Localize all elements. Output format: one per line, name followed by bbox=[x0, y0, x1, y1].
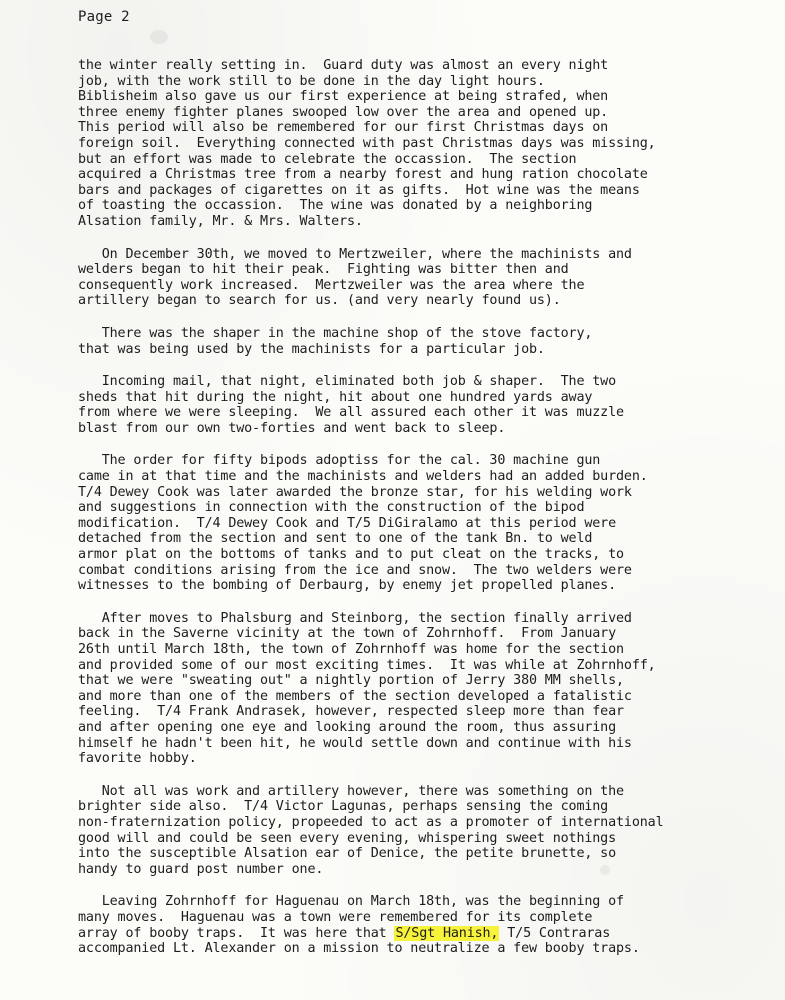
paragraph-mertzweiler bbox=[78, 247, 783, 309]
text-line: into the susceptible Alsation ear of Denice, the petite brunette, so bbox=[78, 846, 617, 862]
text-line: modification. T/4 Dewey Cook and T/5 DiGiralamo at this period were bbox=[78, 515, 617, 531]
paragraph-winter bbox=[78, 58, 783, 230]
paragraph-zohrnhoff bbox=[78, 611, 783, 767]
paragraph-haguenau bbox=[78, 894, 783, 956]
text-line: handy to guard post number one. bbox=[78, 861, 324, 877]
paragraph-brighter-side bbox=[78, 784, 783, 878]
text-line: job, with the work still to be done in the day light hours. bbox=[78, 73, 545, 89]
text-line: back in the Saverne vicinity at the town of Zohrnhoff. From January bbox=[78, 626, 617, 642]
text-segment: T/5 Contraras bbox=[499, 925, 611, 941]
text-line: and more than one of the members of the section developed a fatalistic bbox=[78, 688, 632, 704]
text-line: and provided some of our most exciting times. It was while at Zohrnhoff, bbox=[78, 657, 656, 673]
text-line: Not all was work and artillery however, there was something on the bbox=[78, 783, 624, 799]
text-line: After moves to Phalsburg and Steinborg, the section finally arrived bbox=[78, 610, 632, 626]
paper-stain bbox=[150, 30, 168, 44]
text-line: combat conditions arising from the ice and snow. The two welders were bbox=[78, 562, 632, 578]
text-line: three enemy fighter planes swooped low over the area and opened up. bbox=[78, 104, 609, 120]
text-line: welders began to hit their peak. Fighting was bitter then and bbox=[78, 262, 569, 278]
text-line: foreign soil. Everything connected with past Christmas days was missing, bbox=[78, 135, 656, 151]
page-number: Page 2 bbox=[78, 9, 130, 25]
text-line: Biblisheim also gave us our first experience at being strafed, when bbox=[78, 89, 609, 105]
text-line: accompanied Lt. Alexander on a mission to neutralize a few booby traps. bbox=[78, 941, 640, 957]
text-line: sheds that hit during the night, hit about one hundred yards away bbox=[78, 389, 593, 405]
text-line: feeling. T/4 Frank Andrasek, however, respected sleep more than fear bbox=[78, 704, 624, 720]
text-line: himself he hadn't been hit, he would settle down and continue with his bbox=[78, 735, 632, 751]
text-line: This period will also be remembered for our first Christmas days on bbox=[78, 120, 609, 136]
text-line: non-fraternization policy, propeeded to act as a promoter of international bbox=[78, 814, 664, 830]
text-line: witnesses to the bombing of Derbaurg, by enemy jet propelled planes. bbox=[78, 578, 617, 594]
text-line: that was being used by the machinists for a particular job. bbox=[78, 341, 545, 357]
text-line: many moves. Haguenau was a town were remembered for its complete bbox=[78, 909, 593, 925]
text-line: bars and packages of cigarettes on it as gifts. Hot wine was the means bbox=[78, 182, 640, 198]
text-line: 26th until March 18th, the town of Zohrnhoff was home for the section bbox=[78, 642, 624, 657]
text-line: armor plat on the bottoms of tanks and to put cleat on the tracks, to bbox=[78, 547, 624, 563]
text-line: On December 30th, we moved to Mertzweiler, where the machinists and bbox=[78, 246, 632, 262]
text-line: The order for fifty bipods adoptiss for the cal. 30 machine gun bbox=[78, 453, 601, 469]
text-line: that we were "sweating out" a nightly portion of Jerry 380 MM shells, bbox=[78, 673, 624, 689]
text-line: Incoming mail, that night, eliminated both job & shaper. The two bbox=[78, 374, 617, 390]
text-line: and suggestions in connection with the construction of the bipod bbox=[78, 500, 585, 516]
text-line: from where we were sleeping. We all assured each other it was muzzle bbox=[78, 405, 624, 421]
paragraph-incoming-mail bbox=[78, 374, 783, 436]
text-line: detached from the section and sent to one of the tank Bn. to weld bbox=[78, 531, 593, 547]
text-line: brighter side also. T/4 Victor Lagunas, perhaps sensing the coming bbox=[78, 799, 609, 815]
highlighted-name: S/Sgt Hanish, bbox=[395, 925, 499, 941]
text-line: T/4 Dewey Cook was later awarded the bronze star, for his welding work bbox=[78, 484, 632, 500]
text-line: but an effort was made to celebrate the occassion. The section bbox=[78, 151, 577, 167]
text-line: Alsation family, Mr. & Mrs. Walters. bbox=[78, 213, 363, 229]
typed-body bbox=[78, 58, 783, 974]
text-line-highlighted bbox=[78, 926, 783, 942]
text-line: consequently work increased. Mertzweiler was the area where the bbox=[78, 277, 585, 293]
text-line: the winter really setting in. Guard duty was almost an every night bbox=[78, 58, 609, 73]
text-segment: array of booby traps. It was here that bbox=[78, 925, 395, 941]
paragraph-bipods bbox=[78, 453, 783, 593]
text-line: There was the shaper in the machine shop of the stove factory, bbox=[78, 325, 593, 341]
text-line: blast from our own two-forties and went back to sleep. bbox=[78, 420, 506, 436]
text-line: favorite hobby. bbox=[78, 751, 197, 767]
text-line: acquired a Christmas tree from a nearby forest and hung ration chocolate bbox=[78, 167, 648, 183]
text-line: of toasting the occassion. The wine was donated by a neighboring bbox=[78, 198, 593, 214]
text-line: good will and could be seen every evening, whispering sweet nothings bbox=[78, 830, 617, 846]
text-line: artillery began to search for us. (and very nearly found us). bbox=[78, 293, 561, 309]
text-line: Leaving Zohrnhoff for Haguenau on March 18th, was the beginning of bbox=[78, 894, 624, 910]
paragraph-shaper bbox=[78, 326, 783, 357]
text-line: came in at that time and the machinists and welders had an added burden. bbox=[78, 469, 648, 485]
text-line: and after opening one eye and looking around the room, thus assuring bbox=[78, 719, 617, 735]
